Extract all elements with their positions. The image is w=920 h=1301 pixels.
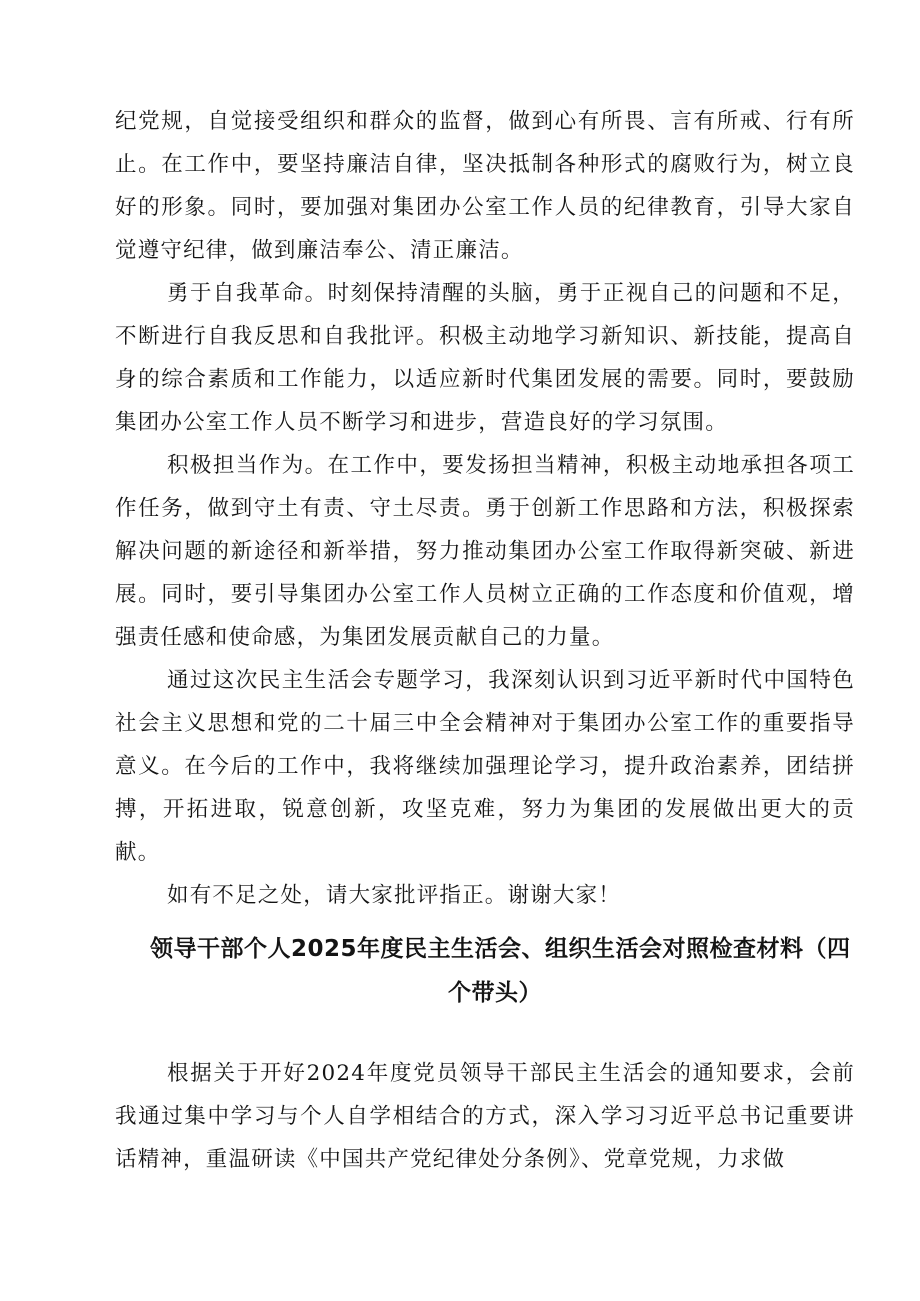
paragraph-conclusion: 通过这次民主生活会专题学习，我深刻认识到习近平新时代中国特色社会主义思想和党的二十届三中全会精神对于集团办公室工作的重要指导意义。在今后的工作中，我将继续加强理论学习，提升政治素养，团结拼搏，开拓进取，锐意创新，攻坚克难，努力为集团的发展做出更大的贡献。 <box>115 668 855 865</box>
document-title <box>150 927 851 1015</box>
document-title-line-1: 领导干部个人2025年度民主生活会、组织生活会对照检查材料（四 <box>150 936 851 962</box>
paragraph-self-revolution: 勇于自我革命。时刻保持清醒的头脑，勇于正视自己的问题和不足，不断进行自我反思和自我批评。积极主动地学习新知识、新技能，提高自身的综合素质和工作能力，以适应新时代集团发展的需要。同时，要鼓励集团办公室工作人员不断学习和进步，营造良好的学习氛围。 <box>115 281 855 435</box>
document-title-line-2: 个带头） <box>448 980 542 1006</box>
paragraph-discipline-continued: 纪党规，自觉接受组织和群众的监督，做到心有所畏、言有所戒、行有所止。在工作中，要坚持廉洁自律，坚决抵制各种形式的腐败行为，树立良好的形象。同时，要加强对集团办公室工作人员的纪律教育，引导大家自觉遵守纪律，做到廉洁奉公、清正廉洁。 <box>115 109 855 263</box>
paragraph-introduction: 根据关于开好2024年度党员领导干部民主生活会的通知要求，会前我通过集中学习与个人自学相结合的方式，深入学习习近平总书记重要讲话精神，重温研读《中国共产党纪律处分条例》、党章党规，力求做 <box>115 1061 855 1172</box>
paragraph-closing-thanks: 如有不足之处，请大家批评指正。谢谢大家！ <box>167 883 622 908</box>
paragraph-take-responsibility: 积极担当作为。在工作中，要发扬担当精神，积极主动地承担各项工作任务，做到守土有责、守土尽责。勇于创新工作思路和方法，积极探索解决问题的新途径和新举措，努力推动集团办公室工作取得新突破、新进展。同时，要引导集团办公室工作人员树立正确的工作态度和价值观，增强责任感和使命感，为集团发展贡献自己的力量。 <box>115 453 855 650</box>
